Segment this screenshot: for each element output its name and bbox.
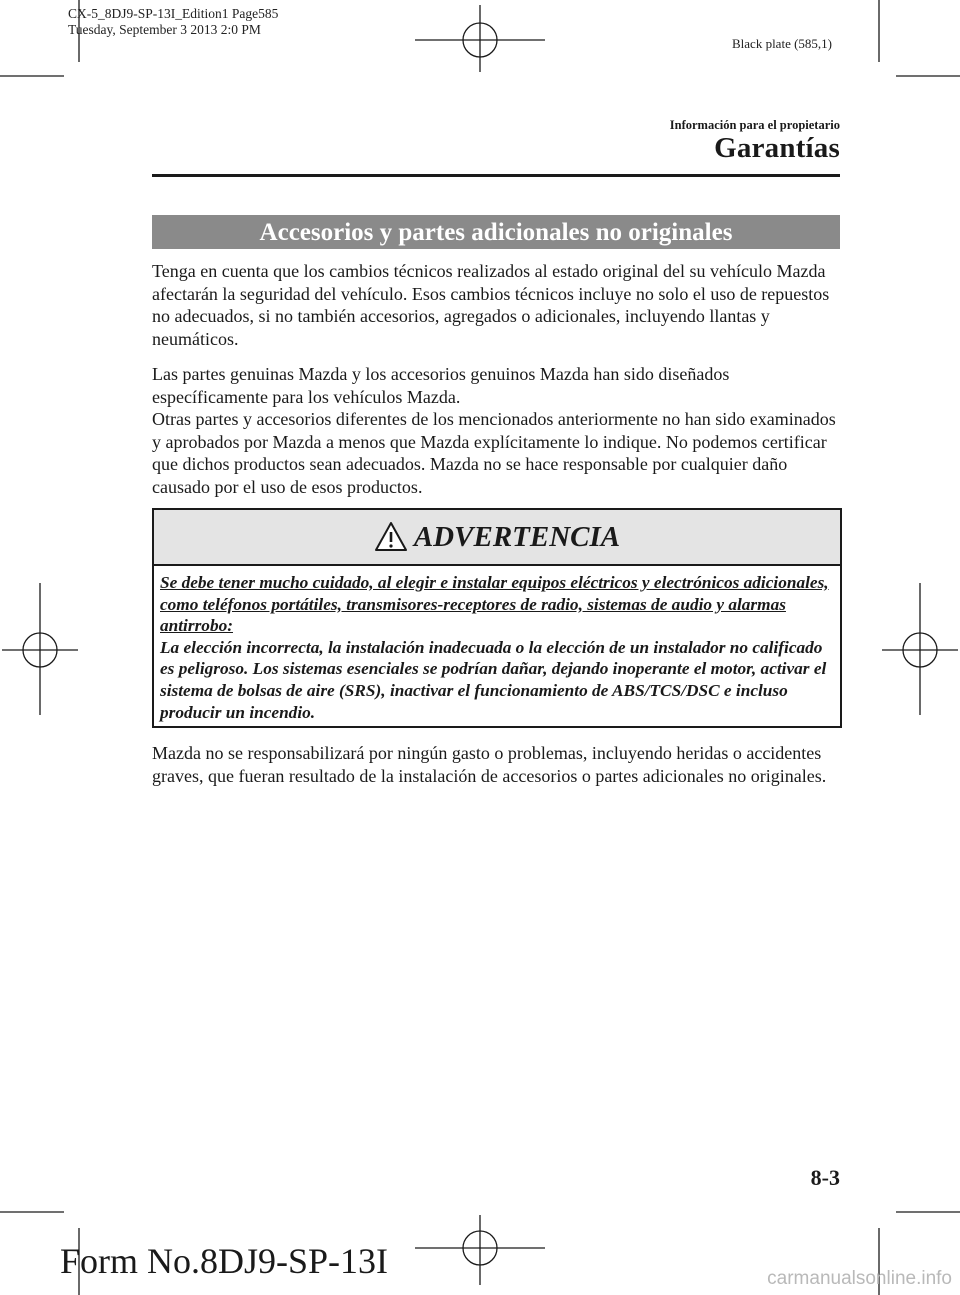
print-job-line: CX-5_8DJ9-SP-13I_Edition1 Page585 <box>68 6 279 21</box>
warning-box <box>152 508 842 728</box>
form-number: Form No.8DJ9-SP-13I <box>60 1241 389 1281</box>
section-label: Información para el propietario <box>669 118 840 132</box>
warning-triangle-icon <box>374 521 408 553</box>
genuine-parts-paragraph: Las partes genuinas Mazda y los accesorios genuinos Mazda han sido diseñados específicamente para los vehículos Mazda. <box>152 364 730 407</box>
liability-paragraph: Mazda no se responsabilizará por ningún gasto o problemas, incluyendo heridas o accidentes graves, que fueran resultado de la instalación de accesorios o partes adicionales no originales. <box>152 743 827 786</box>
watermark: carmanualsonline.info <box>767 1268 952 1289</box>
print-metadata <box>68 6 278 38</box>
section-title: Garantías <box>714 132 840 164</box>
topic-banner: Accesorios y partes adicionales no originales <box>152 215 840 249</box>
intro-paragraph: Tenga en cuenta que los cambios técnicos realizados al estado original del su vehículo Mazda afectarán la seguridad del vehículo. Esos cambios técnicos incluye no solo el uso de repuestos no adecuados, si no también accesorios, agregados o adicionales, incluyendo llantas y neumáticos. <box>152 261 830 349</box>
print-date-line: Tuesday, September 3 2013 2:0 PM <box>68 22 261 37</box>
header-rule <box>152 174 840 177</box>
page-number: 8-3 <box>810 1165 840 1190</box>
warning-underlined-text: Se debe tener mucho cuidado, al elegir e instalar equipos eléctricos y electrónicos adicionales, como teléfonos portátiles, transmisores-receptores de radio, sistemas de audio y alarmas antirrobo: <box>160 573 829 636</box>
plate-label: Black plate (585,1) <box>732 36 832 51</box>
other-parts-paragraph: Otras partes y accesorios diferentes de los mencionados anteriormente no han sido examinados y aprobados por Mazda a menos que Mazda explícitamente lo indique. No podemos certificar que dichos productos sean adecuados. Mazda no se hace responsable por cualquier daño causado por el uso de esos productos. <box>152 409 836 497</box>
warning-body <box>154 566 840 723</box>
genuine-parts-block <box>152 363 842 499</box>
warning-text: La elección incorrecta, la instalación inadecuada o la elección de un instalador no calificado es peligroso. Los sistemas esenciales se podrían dañar, dejando inoperante el motor, activar el sistema de bolsas de aire (SRS), inactivar el funcionamiento de ABS/TCS/DSC e incluso producir un incendio. <box>160 637 827 722</box>
warning-title: ADVERTENCIA <box>413 520 621 553</box>
warning-header <box>154 510 840 566</box>
